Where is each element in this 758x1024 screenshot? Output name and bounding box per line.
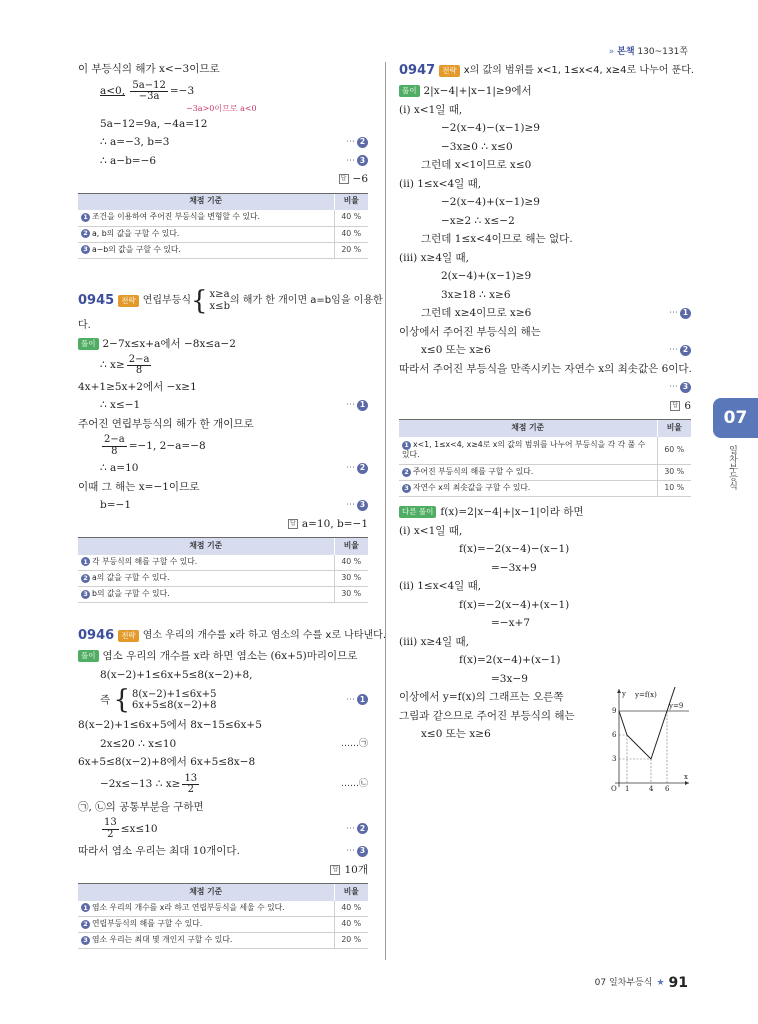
grading-table: 채점 기준 비율 1 각 부등식의 해를 구할 수 있다. 40 % 2 a의 값을 구할 수 있다. 30 % 3 b의 값을 구할 수 있다. 30 % xyxy=(78,537,368,603)
text-line: 2(x−4)+(x−1)≥9 xyxy=(441,270,532,283)
right-column xyxy=(399,60,695,793)
text-line: 8(x−2)+1≤6x+5에서 8x−15≤6x+5 xyxy=(78,719,262,732)
step-marker: ⋯ 1 xyxy=(346,399,368,411)
table-row: 1 염소 우리의 개수를 x라 하고 연립부등식을 세울 수 있다. 40 % xyxy=(78,901,368,917)
step-line xyxy=(399,378,691,397)
text-line: 8(x−2)+1≤6x+5≤8(x−2)+8, xyxy=(100,668,253,681)
answer-line: 답 a=10, b=−1 xyxy=(78,515,368,534)
text-line: 풀이 2−7x≤x+a에서 −8x≤a−2 xyxy=(78,335,368,354)
text-line: ∴ x≥ $\frac{2-a}{8}$ xyxy=(100,353,150,376)
problem-0947-heading: 0947 전략 x의 값의 범위를 x<1, 1≤x<4, x≥4로 나누어 푼다. xyxy=(399,63,695,79)
fraction: $\frac{2-a}{8}$ xyxy=(128,353,150,376)
text-line: ∴ a=−3, b=3 ⋯ 2 xyxy=(78,133,368,152)
table-row: 1 조건을 이용하여 주어진 부등식을 변형할 수 있다. 40 % xyxy=(78,210,368,226)
step-marker: ⋯ 1 xyxy=(346,694,368,706)
text-line: f(x)=2(x−4)+(x−1) xyxy=(459,654,561,667)
page-reference-prefix: 본책 xyxy=(617,47,635,57)
step-marker: ⋯ 3 xyxy=(346,155,368,167)
x-axis-label: x xyxy=(684,773,688,781)
brace-system: { x≥a x≤b xyxy=(191,285,230,316)
text-line: (iii) x≥4일 때, xyxy=(399,251,469,264)
text-line: 따라서 염소 우리는 최대 10개이다. ⋯ 3 xyxy=(78,842,368,861)
text-line: 풀이 2|x−4|+|x−1|≥9에서 xyxy=(399,82,691,101)
table-row: 3 b의 값을 구할 수 있다. 30 % xyxy=(78,587,368,603)
table-row: 2 a의 값을 구할 수 있다. 30 % xyxy=(78,571,368,587)
text-line: =−3x+9 xyxy=(491,561,537,574)
text-line: f(x)=−2(x−4)−(x−1) xyxy=(459,543,570,556)
text-line: 이상에서 y=f(x)의 그래프는 오른쪽 xyxy=(399,691,564,704)
star-icon: ★ xyxy=(656,978,665,989)
fraction: $\frac{5a-12}{-3a}$ xyxy=(132,79,166,102)
step-marker: ⋯ 2 xyxy=(346,462,368,474)
footer-chapter: 07 일차부등식 xyxy=(594,978,653,989)
text-line: 이상에서 주어진 부등식의 해는 xyxy=(399,325,541,338)
page-number: 91 xyxy=(668,975,688,991)
answer-line: 답 6 xyxy=(399,397,691,416)
chapter-tab-label: 일차부등식 xyxy=(727,445,737,490)
answer-line: 답 10개 xyxy=(78,861,368,880)
table-row: 3 자연수 x의 최솟값을 구할 수 있다. 10 % xyxy=(399,481,691,497)
answer-icon: 답 xyxy=(339,174,349,184)
text-line: 즉 { 8(x−2)+1≤6x+5 6x+5≤8(x−2)+8 ⋯ 1 xyxy=(78,684,368,716)
y-axis-label: y xyxy=(622,690,626,698)
step-marker: ⋯ 2 xyxy=(346,136,368,148)
text-line: (i) x<1일 때, xyxy=(399,103,463,116)
text-line: 6x+5≤8(x−2)+8에서 6x+5≤8x−8 xyxy=(78,756,256,769)
grading-table: 채점 기준 비율 1 조건을 이용하여 주어진 부등식을 변형할 수 있다. 40 % 2 a, b의 값을 구할 수 있다. 40 % 3 a−b의 값을 구할 수 있다. 20 % xyxy=(78,193,368,259)
table-row: 2 주어진 부등식의 해를 구할 수 있다. 30 % xyxy=(399,465,691,481)
text-line: 풀이 염소 우리의 개수를 x라 하면 염소는 (6x+5)마리이므로 xyxy=(78,647,368,666)
left-column: 이 부등식의 해가 x<−3이므로 a<0, $\frac{5a-12}{-3a}$ =−3 −3a>0이므로 a<0 5a−12=9a, −4a=12 ∴ a=−3, b=3 ⋯ 2 ∴ a−b=−6 ⋯ 3 답 −6 채점 기준 비율 1 조건을 이용하여 주어진 부등식을 변형할 수 있다. 40 % 2 a, b의 값을 구할 수 있다. 40 % 3 a−b의 값을 구할 수 있다. 20 % 0945 전략 연립부등식 { x≥a x≤b 의 해가 한 개이면 a=b임을 이용한 다. 풀이 2−7x≤x+a에서 −8x≤a−2 ∴ x≥ $\frac{2-a}{8}$ 4x+1≥5x+2에서 −x≥1 ∴ x≤−1 ⋯ 1 주어진 연립부등식의 해가 한 개이므로 $\frac{2-a}{8}$ =−1, 2−a=−8 ∴ a=10 ⋯ 2 이때 그 해는 x=−1이므로 b=−1 ⋯ 3 답 a=10, b=−1 채점 기준 비율 1 각 부등식의 해를 구할 수 있다. 40 % 2 a의 값을 구할 수 있다. 30 % 3 b의 값을 구할 수 있다. 30 % 0946 전략 염소 우리의 개수를 x라 하고 염소의 수를 x로 나타낸다. 풀이 염소 우리의 개수를 x라 하면 염소는 (6x+5)마리이므로 8(x−2)+1≤6x+5≤8(x−2)+8, 즉 { 8(x−2)+1≤6x+5 6x+5≤8(x−2)+8 ⋯ 1 8(x−2)+1≤6x+5에서 8x−15≤6x+5 2x≤20 ∴ x≤10 ……㉠ 6x+5≤8(x−2)+8에서 6x+5≤8x−8 −2x≤−13 ∴ x≥ $\frac{13}{2}$ ……㉡ ㉠, ㉡의 공통부분을 구하면 $\frac{13}{2}$ ≤x≤10 ⋯ 2 따라서 염소 우리는 최대 10개이다. ⋯ 3 답 10개 채점 기준 비율 1 염소 우리의 개수를 x라 하고 연립부등식을 세울 수 있다. 40 % 2 연립부등식의 해를 구할 수 있다. 40 % 3 염소 우리는 최대 몇 개인지 구할 수 있다. 20 % xyxy=(78,60,368,949)
problem-0945-heading: 0945 전략 연립부등식 { x≥a x≤b 의 해가 한 개이면 a=b임을 이용한 xyxy=(78,285,383,316)
text-line: (i) x<1일 때, xyxy=(399,524,463,537)
x-tick-label: 4 xyxy=(649,785,654,793)
column-divider xyxy=(385,62,386,960)
text-line: b=−1 ⋯ 3 xyxy=(78,496,368,515)
text-line: −2(x−4)+(x−1)≥9 xyxy=(441,196,540,209)
page-footer xyxy=(595,974,688,993)
x-axis-arrow-icon xyxy=(685,781,689,785)
curve-label: y=f(x) xyxy=(635,691,657,699)
y-tick-label: 3 xyxy=(612,755,617,763)
text-line: $\frac{13}{2}$ ≤x≤10 ⋯ 2 xyxy=(78,816,368,842)
text-line: $\frac{2-a}{8}$ =−1, 2−a=−8 xyxy=(104,434,206,457)
annotation-note: −3a>0이므로 a<0 xyxy=(186,104,257,114)
table-row: 3 염소 우리는 최대 몇 개인지 구할 수 있다. 20 % xyxy=(78,933,368,949)
text-line: 2x≤20 ∴ x≤10 ……㉠ xyxy=(100,737,368,750)
table-row: 2 연립부등식의 해를 구할 수 있다. 40 % xyxy=(78,917,368,933)
step-marker: ⋯ 2 xyxy=(346,823,368,835)
text-line: 그런데 x<1이므로 x≤0 xyxy=(421,159,532,172)
grading-table: 채점 기준 비율 1 x<1, 1≤x<4, x≥4로 x의 값의 범위를 나누어 부등식을 각 각 풀 수 있다. 60 % 2 주어진 부등식의 해를 구할 수 있다. 30 % 3 자연수 x의 최솟값을 구할 수 있다. 10 % xyxy=(399,419,691,497)
problem-0946-heading: 0946 전략 염소 우리의 개수를 x라 하고 염소의 수를 x로 나타낸다. xyxy=(78,628,386,644)
y-axis-arrow-icon xyxy=(617,689,621,693)
text-line: 그림과 같으므로 주어진 부등식의 해는 xyxy=(399,709,575,722)
answer-line: 답 −6 xyxy=(78,170,368,189)
text-line: 다른 풀이 f(x)=2|x−4|+|x−1|이라 하면 xyxy=(399,503,691,522)
table-row: 1 x<1, 1≤x<4, x≥4로 x의 값의 범위를 나누어 부등식을 각 각 풀 수 있다. 60 % xyxy=(399,437,691,465)
brace-system: { 8(x−2)+1≤6x+5 6x+5≤8(x−2)+8 xyxy=(113,685,217,715)
text-line: (iii) x≥4일 때, xyxy=(399,635,469,648)
text-line: x≤0 또는 x≥6 ⋯ 2 xyxy=(399,341,691,360)
text-line: ∴ a=10 ⋯ 2 xyxy=(78,459,368,478)
answer-icon: 답 xyxy=(330,865,340,875)
page-reference-pages: 130~131쪽 xyxy=(637,47,688,57)
step-marker: ⋯ 3 xyxy=(669,381,691,393)
text-line: 따라서 주어진 부등식을 만족시키는 자연수 x의 최솟값은 6이다. xyxy=(399,362,692,375)
text-line: −3x≥0 ∴ x≤0 xyxy=(441,140,513,153)
step-marker: ⋯ 3 xyxy=(346,499,368,511)
page-reference: » 본책 130~131쪽 xyxy=(608,47,688,57)
text-line: ∴ x≤−1 ⋯ 1 xyxy=(78,396,368,415)
step-marker: ⋯ 1 xyxy=(669,307,691,319)
answer-icon: 답 xyxy=(670,401,680,411)
answer-icon: 답 xyxy=(288,519,298,529)
text-line: 이 부등식의 해가 x<−3이므로 xyxy=(78,63,220,76)
text-line: 4x+1≥5x+2에서 −x≥1 xyxy=(78,380,197,393)
x-tick-label: 1 xyxy=(625,785,630,793)
step-marker: ⋯ 2 xyxy=(669,344,691,356)
text-line: 3x≥18 ∴ x≥6 xyxy=(441,288,511,301)
text-line: x≤0 또는 x≥6 xyxy=(421,728,491,741)
text-line: =−x+7 xyxy=(491,617,530,630)
text-line: a<0, $\frac{5a-12}{-3a}$ =−3 xyxy=(100,79,195,102)
text-line: ∴ a−b=−6 ⋯ 3 xyxy=(78,152,368,171)
x-tick-label: 6 xyxy=(665,785,670,793)
y-tick-label: 9 xyxy=(612,707,617,715)
text-line: 그런데 x≥4이므로 x≥6 ⋯ 1 xyxy=(399,304,691,323)
table-row: 2 a, b의 값을 구할 수 있다. 40 % xyxy=(78,226,368,242)
fraction: $\frac{2-a}{8}$ xyxy=(104,434,125,457)
fraction: $\frac{13}{2}$ xyxy=(104,817,117,840)
step-marker: ⋯ 3 xyxy=(346,845,368,857)
text-line: −2(x−4)−(x−1)≥9 xyxy=(441,122,540,135)
text-line: (ii) 1≤x<4일 때, xyxy=(399,580,482,593)
chapter-tab[interactable]: 07 xyxy=(713,398,758,438)
fraction: $\frac{13}{2}$ xyxy=(184,772,198,795)
text-line: 이때 그 해는 x=−1이므로 xyxy=(78,480,200,493)
text-line: ㉠, ㉡의 공통부분을 구하면 xyxy=(78,800,204,813)
text-line: =3x−9 xyxy=(491,672,528,685)
y-tick-label: 6 xyxy=(612,731,617,739)
table-row: 1 각 부등식의 해를 구할 수 있다. 40 % xyxy=(78,555,368,571)
line-label: y=9 xyxy=(669,702,684,710)
text-line: −x≥2 ∴ x≤−2 xyxy=(441,214,515,227)
function-graph xyxy=(605,687,691,797)
text-line: −2x≤−13 ∴ x≥ $\frac{13}{2}$ ……㉡ xyxy=(100,772,368,795)
origin-label: O xyxy=(611,785,617,793)
text-line: 5a−12=9a, −4a=12 xyxy=(100,117,208,130)
table-row: 3 a−b의 값을 구할 수 있다. 20 % xyxy=(78,242,368,258)
text-line: (ii) 1≤x<4일 때, xyxy=(399,177,482,190)
grading-table: 채점 기준 비율 1 염소 우리의 개수를 x라 하고 연립부등식을 세울 수 있다. 40 % 2 연립부등식의 해를 구할 수 있다. 40 % 3 염소 우리는 최대 몇 개인지 구할 수 있다. 20 % xyxy=(78,883,368,949)
text-line: 그런데 1≤x<4이므로 해는 없다. xyxy=(421,233,573,246)
text-line: f(x)=−2(x−4)+(x−1) xyxy=(459,598,570,611)
text-line: 주어진 연립부등식의 해가 한 개이므로 xyxy=(78,417,254,430)
